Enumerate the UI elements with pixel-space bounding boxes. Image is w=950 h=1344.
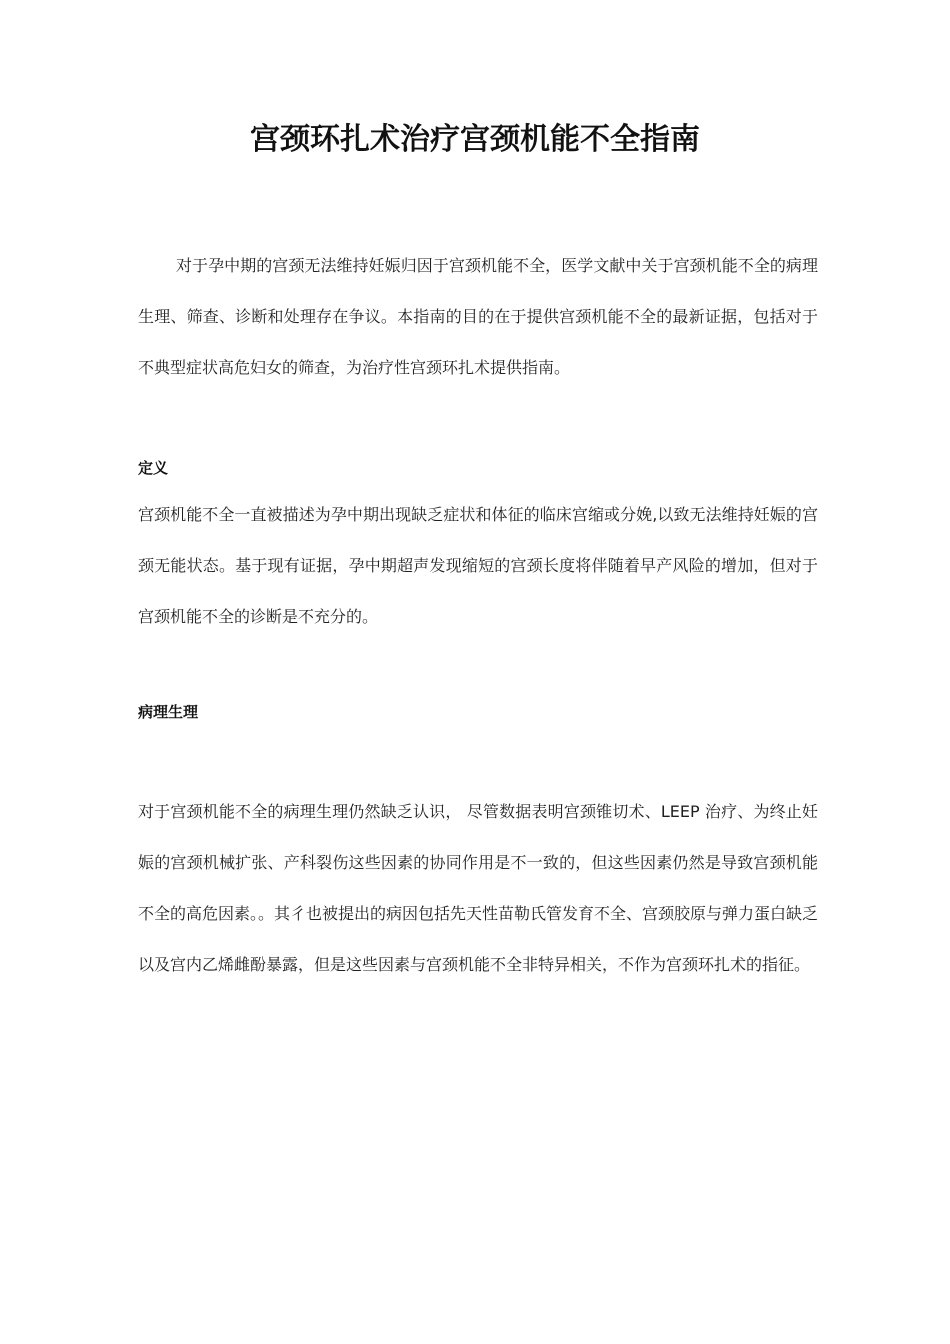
section-body-pathophysiology: 对于宫颈机能不全的病理生理仍然缺乏认识， 尽管数据表明宫颈锥切术、LEEP 治疗、为终止妊娠的宫颈机械扩张、产科裂伤这些因素的协同作用是不一致的，但这些因素仍然是导致宫颈机能不全的高危因素。。其彳也被提出的病因包括先天性苗勒氏管发育不全、宫颈胶原与弹力蛋白缺乏以及宫内乙烯雌酚暴露，但是这些因素与宫颈机能不全非特异相关，不作为宫颈环扎术的指征。 (138, 802, 819, 974)
document-title: 宫颈环扎术治疗宫颈机能不全指南 (250, 122, 700, 157)
intro-paragraph: 对于孕中期的宫颈无法维持妊娠归因于宫颈机能不全，医学文献中关于宫颈机能不全的病理生理、筛查、诊断和处理存在争议。本指南的目的在于提供宫颈机能不全的最新证据，包括对于不典型症状高危妇女的筛查，为治疗性宫颈环扎术提供指南。 (138, 256, 818, 377)
section-body-definition: 宫颈机能不全一直被描述为孕中期出现缺乏症状和体征的临床宫缩或分娩,以致无法维持妊娠的宫颈无能状态。基于现有证据，孕中期超声发现缩短的宫颈长度将伴随着早产风险的增加，但对于宫颈机能不全的诊断是不充分的。 (138, 505, 818, 626)
section-heading-pathophysiology: 病理生理 (138, 703, 199, 721)
section-heading-definition: 定义 (138, 459, 169, 477)
